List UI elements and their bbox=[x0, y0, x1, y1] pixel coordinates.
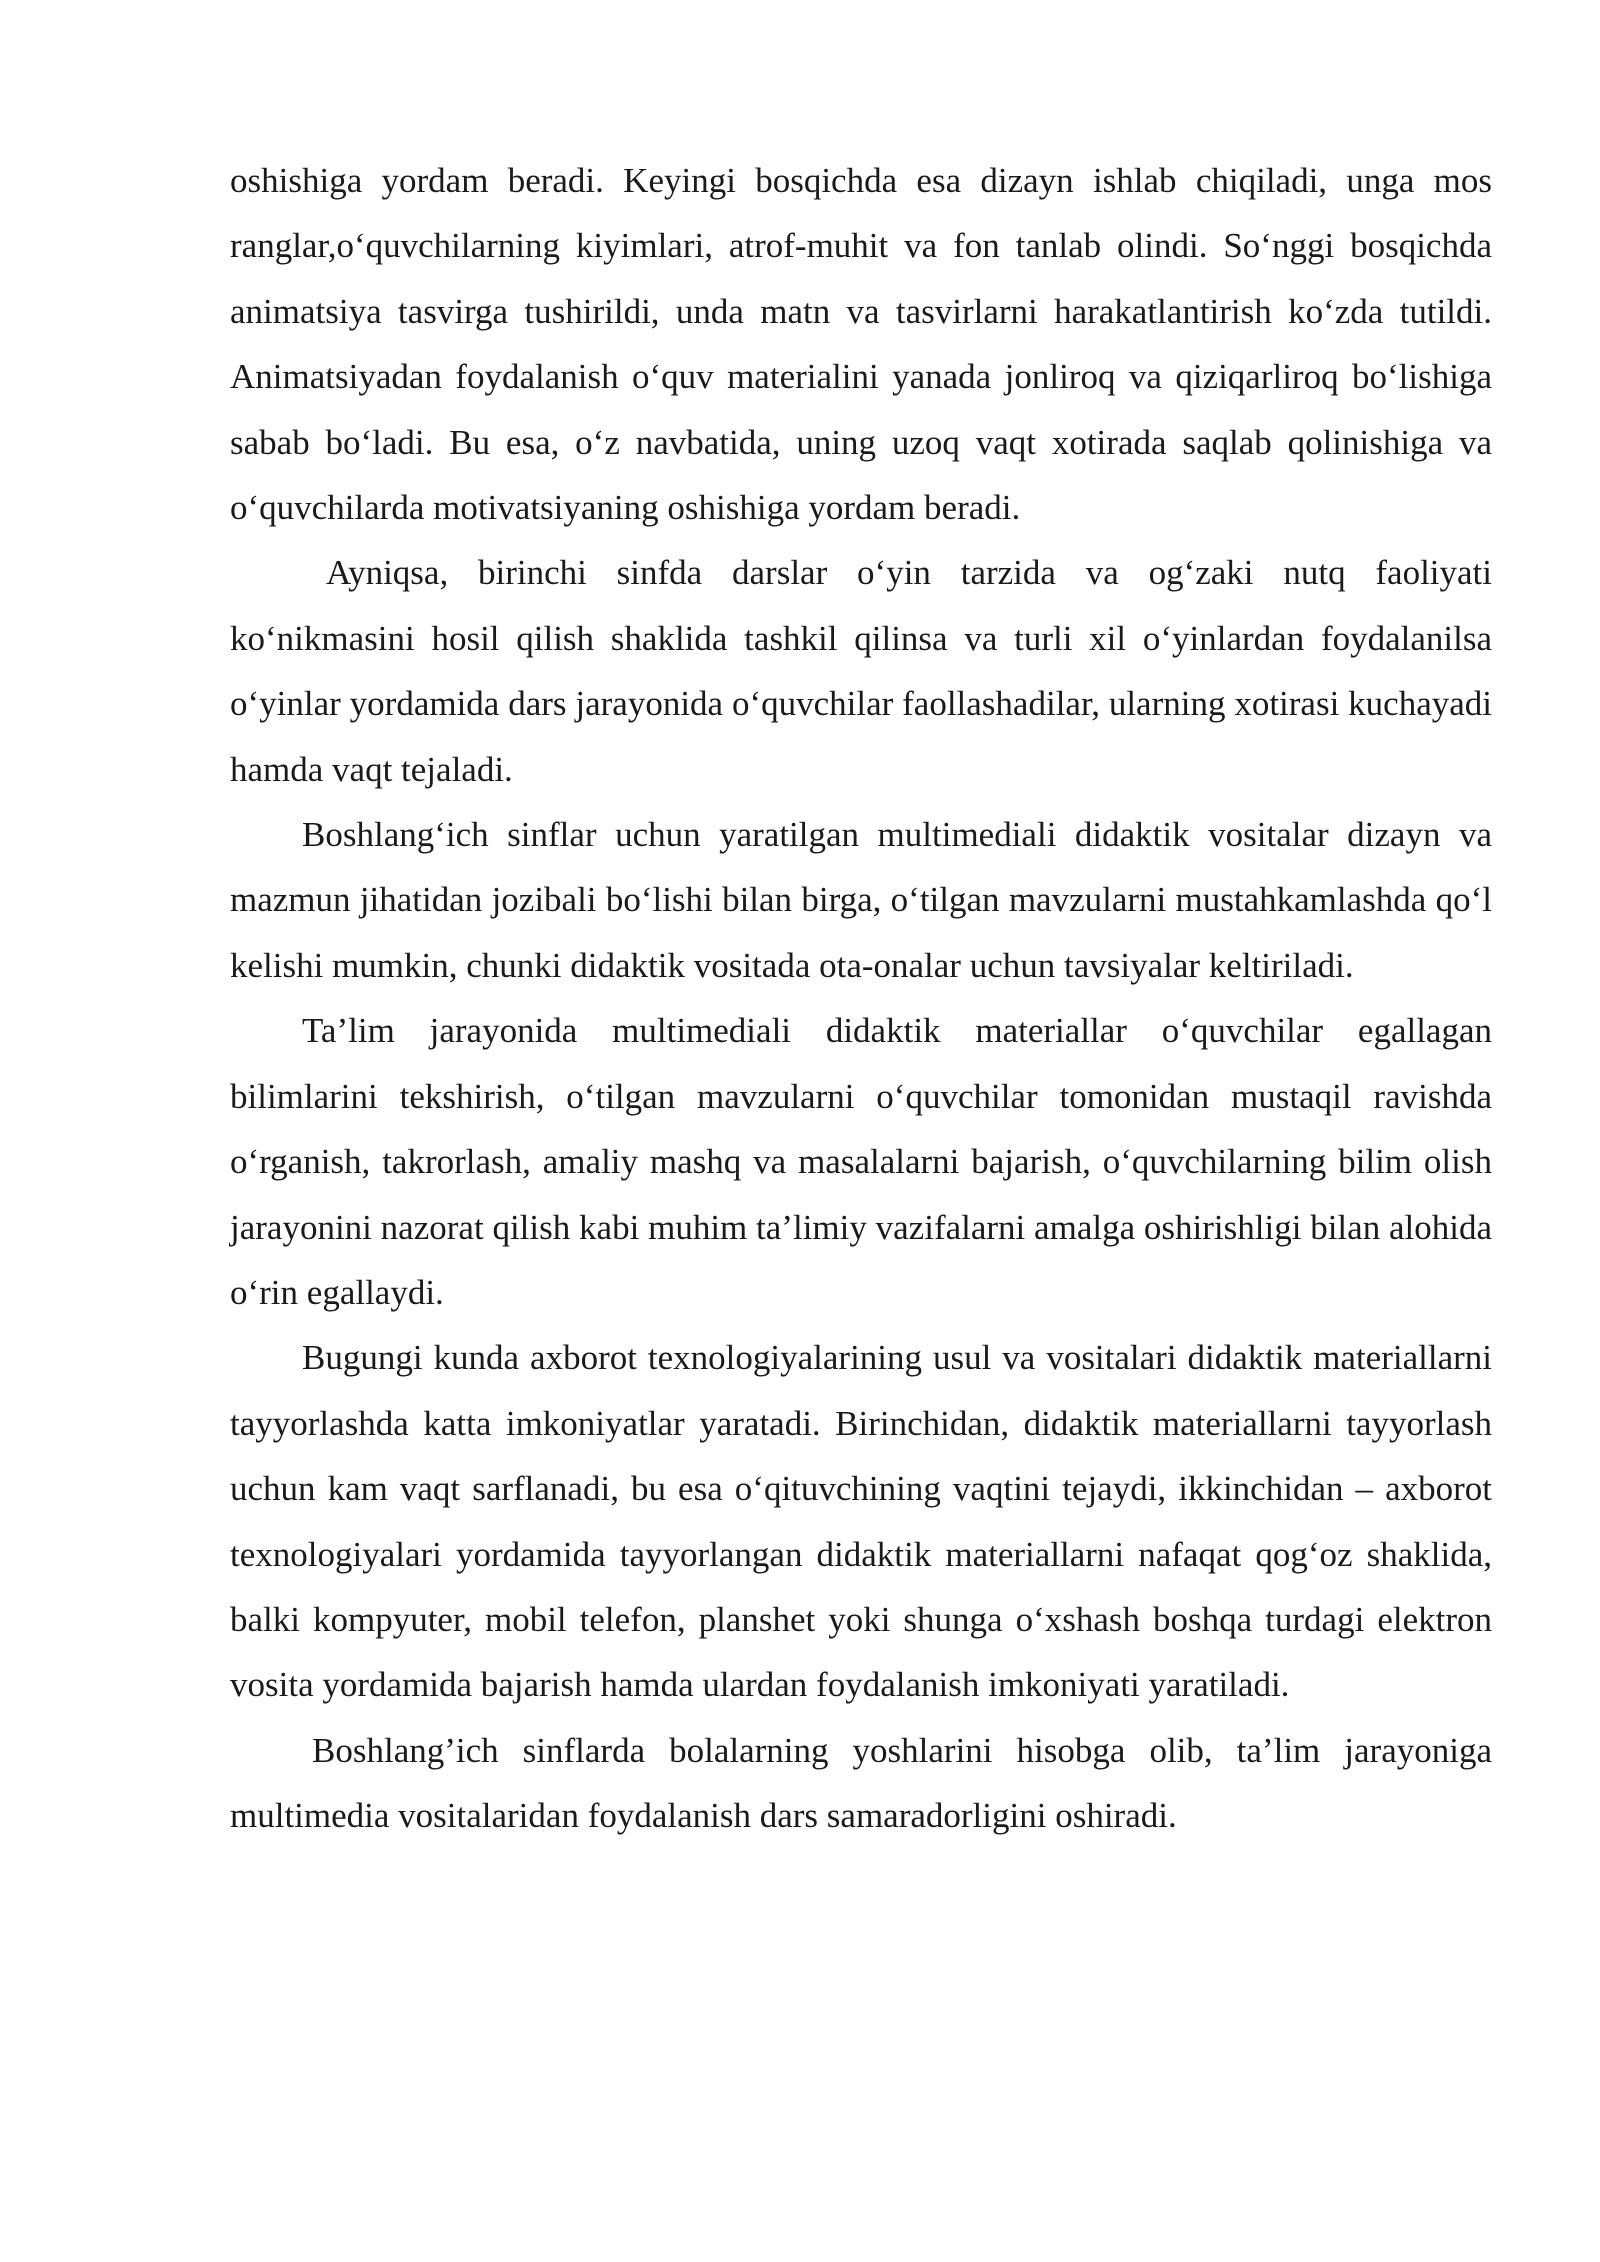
paragraph-3: Boshlang‘ich sinflar uchun yaratilgan multimediali didaktik vositalar dizayn va mazmun jihatidan jozibali bo‘lishi bilan birga, o‘tilgan mavzularni mustahkamlashda qo‘l kelishi mumkin, chunki didaktik vositada ota-onalar uchun tavsiyalar keltiriladi. bbox=[230, 815, 1492, 985]
paragraph-2: Ayniqsa, birinchi sinfda darslar o‘yin tarzida va og‘zaki nutq faoliyati ko‘nikmasini hosil qilish shaklida tashkil qilinsa va turli xil o‘yinlardan foydalanilsa o‘yinlar yordamida dars jarayonida o‘quvchilar faollashadilar, ularning xotirasi kuchayadi hamda vaqt tejaladi. bbox=[230, 553, 1492, 789]
document-body bbox=[230, 148, 1492, 1849]
paragraph-6: Boshlang’ich sinflarda bolalarning yoshlarini hisobga olib, ta’lim jarayoniga multimedia vositalaridan foydalanish dars samaradorligini oshiradi. bbox=[230, 1730, 1492, 1836]
paragraph-4: Ta’lim jarayonida multimediali didaktik materiallar o‘quvchilar egallagan bilimlarini tekshirish, o‘tilgan mavzularni o‘quvchilar tomonidan mustaqil ravishda o‘rganish, takrorlash, amaliy mashq va masalalarni bajarish, o‘quvchilarning bilim olish jarayonini nazorat qilish kabi muhim ta’limiy vazifalarni amalga oshirishligi bilan alohida o‘rin egallaydi. bbox=[230, 1011, 1492, 1312]
paragraph-1: oshishiga yordam beradi. Keyingi bosqichda esa dizayn ishlab chiqiladi, unga mos ranglar,o‘quvchilarning kiyimlari, atrof-muhit va fon tanlab olindi. So‘nggi bosqichda animatsiya tasvirga tushirildi, unda matn va tasvirlarni harakatlantirish ko‘zda tutildi. Animatsiyadan foydalanish o‘quv materialini yanada jonliroq va qiziqarliroq bo‘lishiga sabab bo‘ladi. Bu esa, o‘z navbatida, uning uzoq vaqt xotirada saqlab qolinishiga va o‘quvchilarda motivatsiyaning oshishiga yordam beradi. bbox=[230, 161, 1492, 528]
paragraph-5: Bugungi kunda axborot texnologiyalarining usul va vositalari didaktik materiallarni tayyorlashda katta imkoniyatlar yaratadi. Birinchidan, didaktik materiallarni tayyorlash uchun kam vaqt sarflanadi, bu esa o‘qituvchining vaqtini tejaydi, ikkinchidan – axborot texnologiyalari yordamida tayyorlangan didaktik materiallarni nafaqat qog‘oz shaklida, balki kompyuter, mobil telefon, planshet yoki shunga o‘xshash boshqa turdagi elektron vosita yordamida bajarish hamda ulardan foydalanish imkoniyati yaratiladi. bbox=[230, 1338, 1492, 1705]
